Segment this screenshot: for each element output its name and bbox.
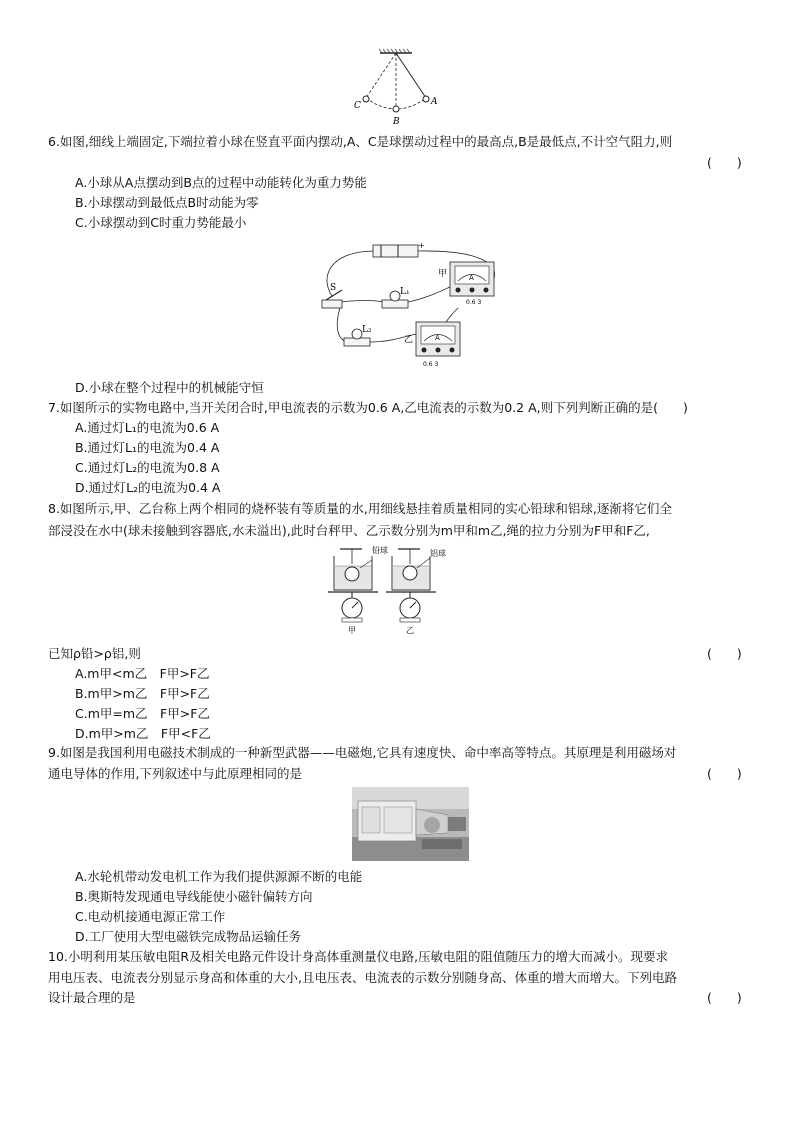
q6-option-c: C.小球摆动到C时重力势能最小 [75,215,247,230]
q6-option-a: A.小球从A点摆动到B点的过程中动能转化为重力势能 [75,175,367,190]
q9-answer-paren: ( ) [707,766,742,781]
q9-stem-line-2: 通电导体的作用,下列叙述中与此原理相同的是 [48,766,302,781]
q7-option-b: B.通过灯L₁的电流为0.4 A [75,440,220,455]
pendulum-figure [350,48,450,130]
q6-stem: 6.如图,细线上端固定,下端拉着小球在竖直平面内摆动,A、C是球摆动过程中的最高点,B是最低点,不计空气阻力,则 [48,134,673,149]
q6-answer-paren: ( ) [707,155,742,170]
ammeter-yi-scale: 0.6 3 [423,361,439,368]
q7-option-a: A.通过灯L₁的电流为0.6 A [75,420,220,435]
ammeter-yi-label: 乙 [404,335,414,345]
q10-stem-line-3: 设计最合理的是 [48,990,136,1005]
label-a: A [431,97,438,107]
q9-stem-line-1: 9.如图是我国利用电磁技术制成的一种新型武器——电磁炮,它具有速度快、命中率高等特点。其原理是利用磁场对 [48,745,677,760]
q7-option-d: D.通过灯L₂的电流为0.4 A [75,480,221,495]
q8-stem-line-3: 已知ρ铅>ρ铝,则 [48,646,141,661]
q6-option-b: B.小球摆动到最低点B时动能为零 [75,195,259,210]
aluminum-ball-label: 铝球 [430,549,446,558]
circuit-figure [318,238,512,373]
scales-figure [326,544,456,636]
ammeter-jia-scale: 0.6 3 [466,299,482,306]
q8-option-a: A.m甲<m乙 F甲>F乙 [75,666,210,681]
q6-option-d: D.小球在整个过程中的机械能守恒 [75,380,264,395]
q10-answer-paren: ( ) [707,990,742,1005]
scale-yi-label: 乙 [406,626,414,635]
q10-stem-line-2: 用电压表、电流表分别显示身高和体重的大小,且电压表、电流表的示数分别随身高、体重的增大而增大。下列电路 [48,970,677,985]
q8-option-d: D.m甲>m乙 F甲<F乙 [75,726,211,741]
q7-stem: 7.如图所示的实物电路中,当开关闭合时,甲电流表的示数为0.6 A,乙电流表的示数为0.2 A,则下列判断正确的是( ) [48,400,688,415]
q8-stem-line-1: 8.如图所示,甲、乙台称上两个相同的烧杯装有等质量的水,用细线悬挂着质量相同的实心铅球和铝球,逐渐将它们全 [48,501,672,516]
lamp-2-label: L₂ [362,325,372,335]
label-c: C [354,101,361,111]
svg-text:+: + [418,241,425,250]
q9-option-d: D.工厂使用大型电磁铁完成物品运输任务 [75,929,302,944]
q8-option-b: B.m甲>m乙 F甲>F乙 [75,686,210,701]
scale-jia-label: 甲 [348,626,356,635]
q9-option-a: A.水轮机带动发电机工作为我们提供源源不断的电能 [75,869,363,884]
ammeter-jia-label: 甲 [438,269,448,279]
q9-option-c: C.电动机接通电源正常工作 [75,909,226,924]
q7-option-c: C.通过灯L₂的电流为0.8 A [75,460,220,475]
lead-ball-label: 铅球 [372,546,388,555]
lamp-1-label: L₁ [400,287,410,297]
ammeter-jia-symbol: A [469,274,474,282]
q8-option-c: C.m甲=m乙 F甲>F乙 [75,706,210,721]
q9-option-b: B.奥斯特发现通电导线能使小磁针偏转方向 [75,889,313,904]
label-b: B [393,117,400,127]
q8-answer-paren: ( ) [707,646,742,661]
ammeter-yi-symbol: A [435,334,440,342]
q10-stem-line-1: 10.小明利用某压敏电阻R及相关电路元件设计身高体重测量仪电路,压敏电阻的阻值随压力的增大而减小。现要求 [48,949,669,964]
railgun-photo [352,787,469,861]
q8-stem-line-2: 部浸没在水中(球未接触到容器底,水未溢出),此时台秤甲、乙示数分别为m甲和m乙,绳的拉力分别为F甲和F乙, [48,523,650,538]
switch-label: S [330,283,337,293]
